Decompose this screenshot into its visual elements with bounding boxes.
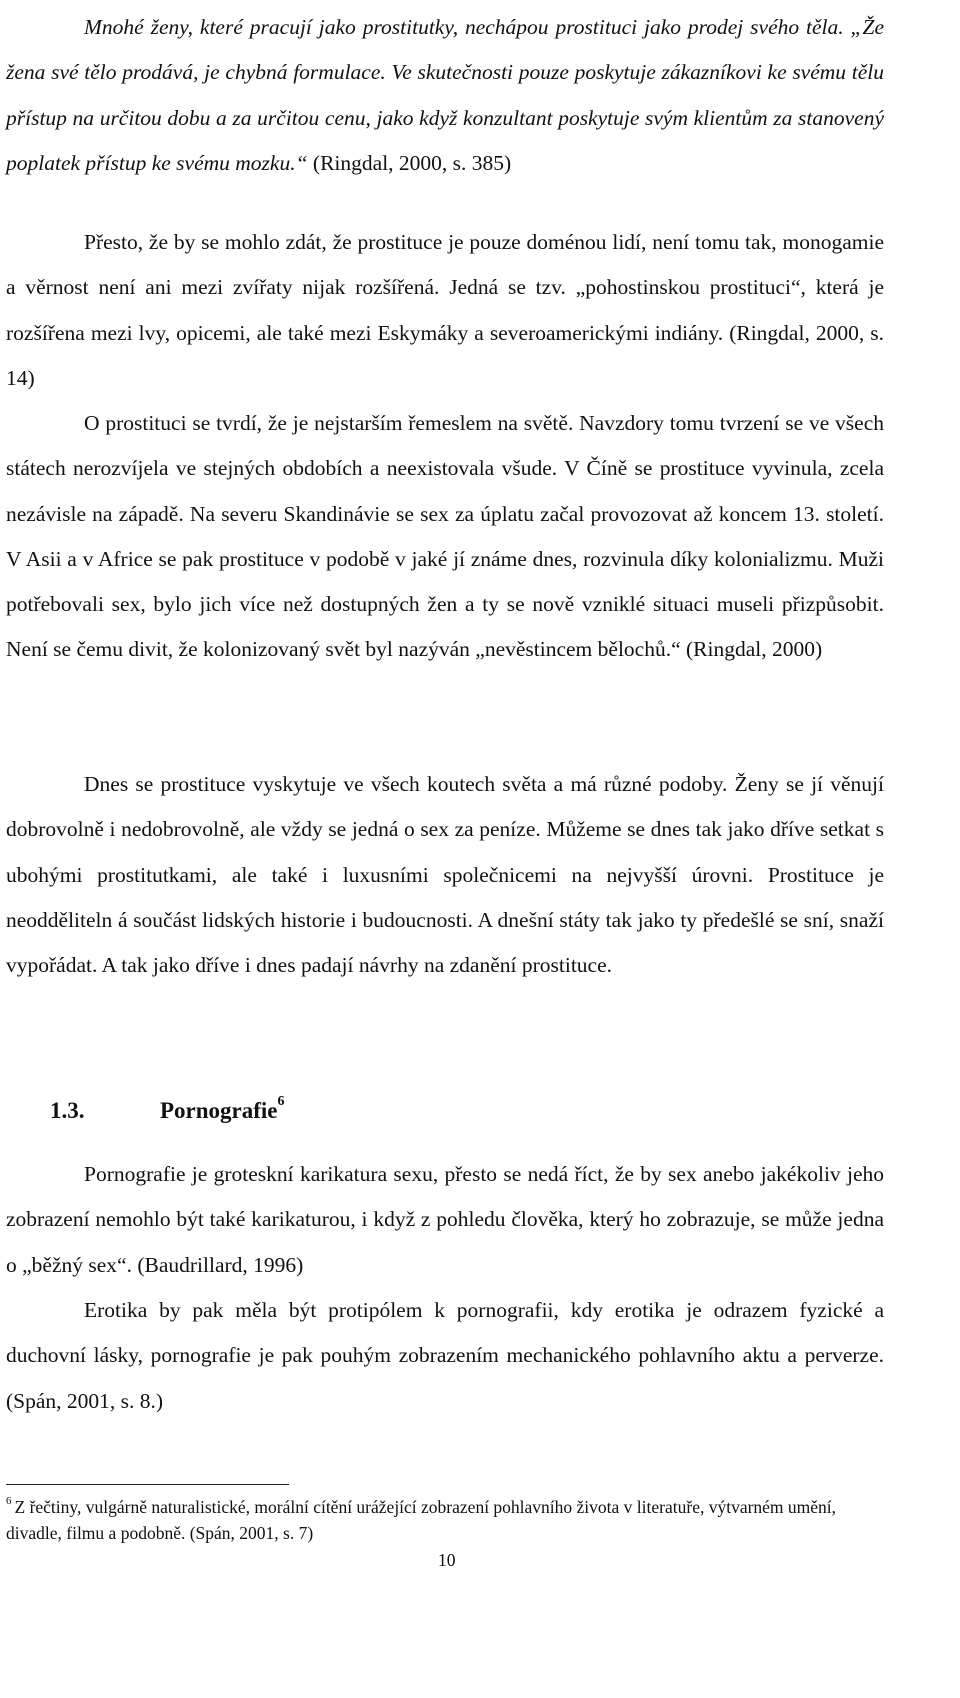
section-number: 1.3. bbox=[50, 1098, 85, 1123]
paragraph-pornography-definition: Pornografie je groteskní karikatura sexu, přesto se nedá říct, že by sex anebo jakékoliv jeho zobrazení nemohlo být také karikaturou, i když z pohledu člověka, který ho zobrazuje, se může jedna o „běžný sex“. (Baudrillard, 1996) bbox=[6, 1162, 884, 1277]
footnote-divider bbox=[6, 1484, 289, 1485]
paragraph-quote bbox=[6, 5, 884, 186]
paragraph-animal-prostitution: Přesto, že by se mohlo zdát, že prostituce je pouze doménou lidí, není tomu tak, monogamie a věrnost není ani mezi zvířaty nijak rozšířená. Jedná se tzv. „pohostinskou prostituci“, která je rozšířena mezi lvy, opicemi, ale také mezi Eskymáky a severoamerickými indiány. (Ringdal, 2000, s. 14) bbox=[6, 230, 884, 390]
paragraph-oldest-profession: O prostituci se tvrdí, že je nejstarším řemeslem na světě. Navzdory tomu tvrzení se ve všech státech nerozvíjela ve stejných obdobích a neexistovala všude. V Číně se prostituce vyvinula, zcela nezávisle na západě. Na severu Skandinávie se sex za úplatu začal provozovat až koncem 13. století. V Asii a v Africe se pak prostituce v podobě v jaké jí známe dnes, rozvinula díky kolonializmu. Muži potřebovali sex, bylo jich více než dostupných žen a ty se nově vzniklé situaci museli přizpůsobit. Není se čemu divit, že kolonizovaný svět byl nazýván „nevěstincem bělochů.“ (Ringdal, 2000) bbox=[6, 411, 884, 662]
page-number: 10 bbox=[438, 1550, 456, 1570]
footnote-marker: 6 bbox=[6, 1495, 12, 1507]
section-heading bbox=[50, 1094, 285, 1124]
section-title: Pornografie bbox=[160, 1098, 278, 1123]
footnote bbox=[6, 1490, 884, 1546]
quote-citation: (Ringdal, 2000, s. 385) bbox=[307, 150, 512, 175]
footnote-text: Z řečtiny, vulgárně naturalistické, morální cítění urážející zobrazení pohlavního života v literatuře, výtvarném umění, divadle, filmu a podobně. (Spán, 2001, s. 7) bbox=[6, 1496, 837, 1543]
paragraph-today: Dnes se prostituce vyskytuje ve všech koutech světa a má různé podoby. Ženy se jí věnují dobrovolně i nedobrovolně, ale vždy se jedná o sex za peníze. Můžeme se dnes tak jako dříve setkat s ubohými prostitutkami, ale také i luxusními společnicemi na nejvyšší úrovni. Prostituce je neodděliteln á součást lidských historie i budoucnosti. A dnešní státy tak jako ty předešlé se sní, snaží vypořádat. A tak jako dříve i dnes padají návrhy na zdanění prostituce. bbox=[6, 772, 884, 978]
paragraph-erotica: Erotika by pak měla být protipólem k pornografii, kdy erotika je odrazem fyzické a duchovní lásky, pornografie je pak pouhým zobrazením mechanického pohlavního aktu a perverze. (Spán, 2001, s. 8.) bbox=[6, 1298, 884, 1413]
italic-quote: Mnohé ženy, které pracují jako prostitutky, nechápou prostituci jako prodej svého těla. „Že žena své tělo prodává, je chybná formulace. Ve skutečnosti pouze poskytuje zákazníkovi ke svému tělu přístup na určitou dobu a za určitou cenu, jako když konzultant poskytuje svým klientům za stanovený poplatek přístup ke svému mozku.“ bbox=[6, 15, 884, 175]
footnote-reference[interactable]: 6 bbox=[277, 1094, 285, 1110]
